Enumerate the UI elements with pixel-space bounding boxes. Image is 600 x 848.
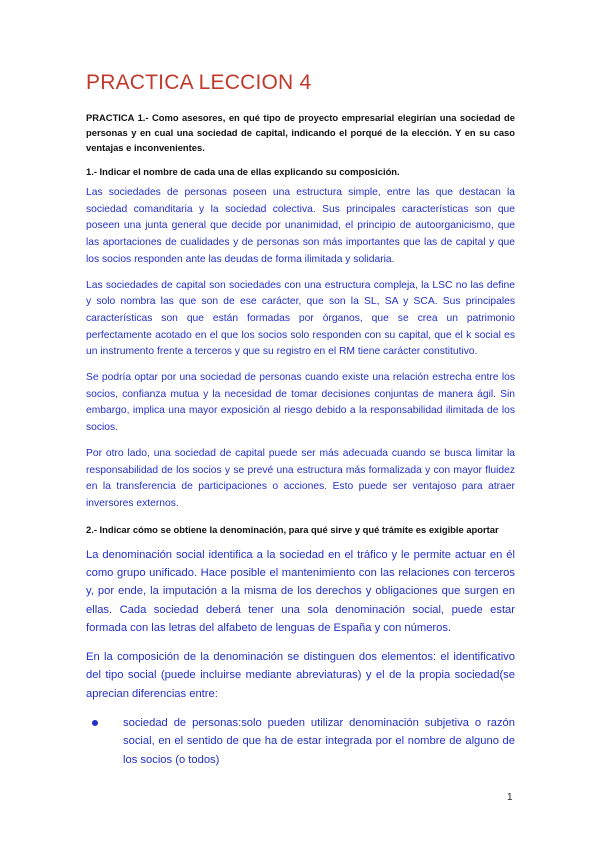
bullet-dot-icon (92, 720, 98, 726)
practice-question: PRACTICA 1.- Como asesores, en qué tipo de proyecto empresarial elegirían una sociedad de personas y en cual una sociedad de capital, indicando el porqué de la elección. Y en su caso ventajas e inconvenientes. (86, 112, 515, 153)
question-2: 2.- Indicar cómo se obtiene la denominación, para qué sirve y qué trámite es exigible aportar (86, 523, 499, 535)
list-item-text: sociedad de personas:solo pueden utilizar denominación subjetiva o razón social, en el sentido de que ha de estar integrada por el nombre de alguno de los socios (o todos) (123, 717, 515, 766)
question-1: 1.- Indicar el nombre de cada una de ellas explicando su composición. (86, 166, 400, 177)
answer-paragraph: Las sociedades de personas poseen una estructura simple, entre las que destacan la sociedad comanditaria y la sociedad colectiva. Sus principales características son que poseen una junta general que decide por unanimidad, el principio de autoorganicismo, que las aportaciones de cualidades y de personas son más importantes que las de capital y que los socios responden ante las deudas de forma ilimitada y solidaria. (86, 187, 515, 265)
bullet-list (86, 714, 515, 769)
answer-paragraph: Las sociedades de capital son sociedades con una estructura compleja, la LSC no las define y solo nombra las que son de ese carácter, que son la SL, SA y SCA. Sus principales características son que están formadas por órganos, que se crea un patrimonio perfectamente acotado en el que los socios solo responden con su capital, que el k social es un instrumento frente a terceros y que su registro en el RM tiene carácter constitutivo. (86, 279, 515, 358)
answer-paragraph: Se podría optar por una sociedad de personas cuando existe una relación estrecha entre los socios, confianza mutua y la necesidad de tomar decisiones conjuntas de manera ágil. Sin embargo, implica una mayor exposición al riesgo debido a la responsabilidad ilimitada de los socios. (86, 372, 515, 434)
answer-paragraph: En la composición de la denominación se distinguen dos elementos: el identificativo del tipo social (puede incluirse mediante abreviaturas) y el de la propia sociedad(se aprecian diferencias entre: (86, 651, 515, 700)
list-item (86, 714, 515, 769)
answer-paragraph: La denominación social identifica a la sociedad en el tráfico y le permite actuar en él como grupo unificado. Hace posible el mantenimiento con las relaciones con terceros y, por ende, la imputación a la misma de los derechos y obligaciones que surgen en ellas. Cada sociedad deberá tener una sola denominación social, puede estar formada con las letras del alfabeto de lenguas de España y con números. (86, 548, 515, 634)
page-title: PRACTICA LECCION 4 (86, 71, 312, 94)
page-number: 1 (507, 792, 513, 803)
answer-paragraph: Por otro lado, una sociedad de capital puede ser más adecuada cuando se busca limitar la responsabilidad de los socios y se prevé una estructura más formalizada y con mayor fluidez en la transferencia de participaciones o acciones. Esto puede ser ventajoso para atraer inversores externos. (86, 447, 515, 509)
page-content (86, 70, 515, 769)
